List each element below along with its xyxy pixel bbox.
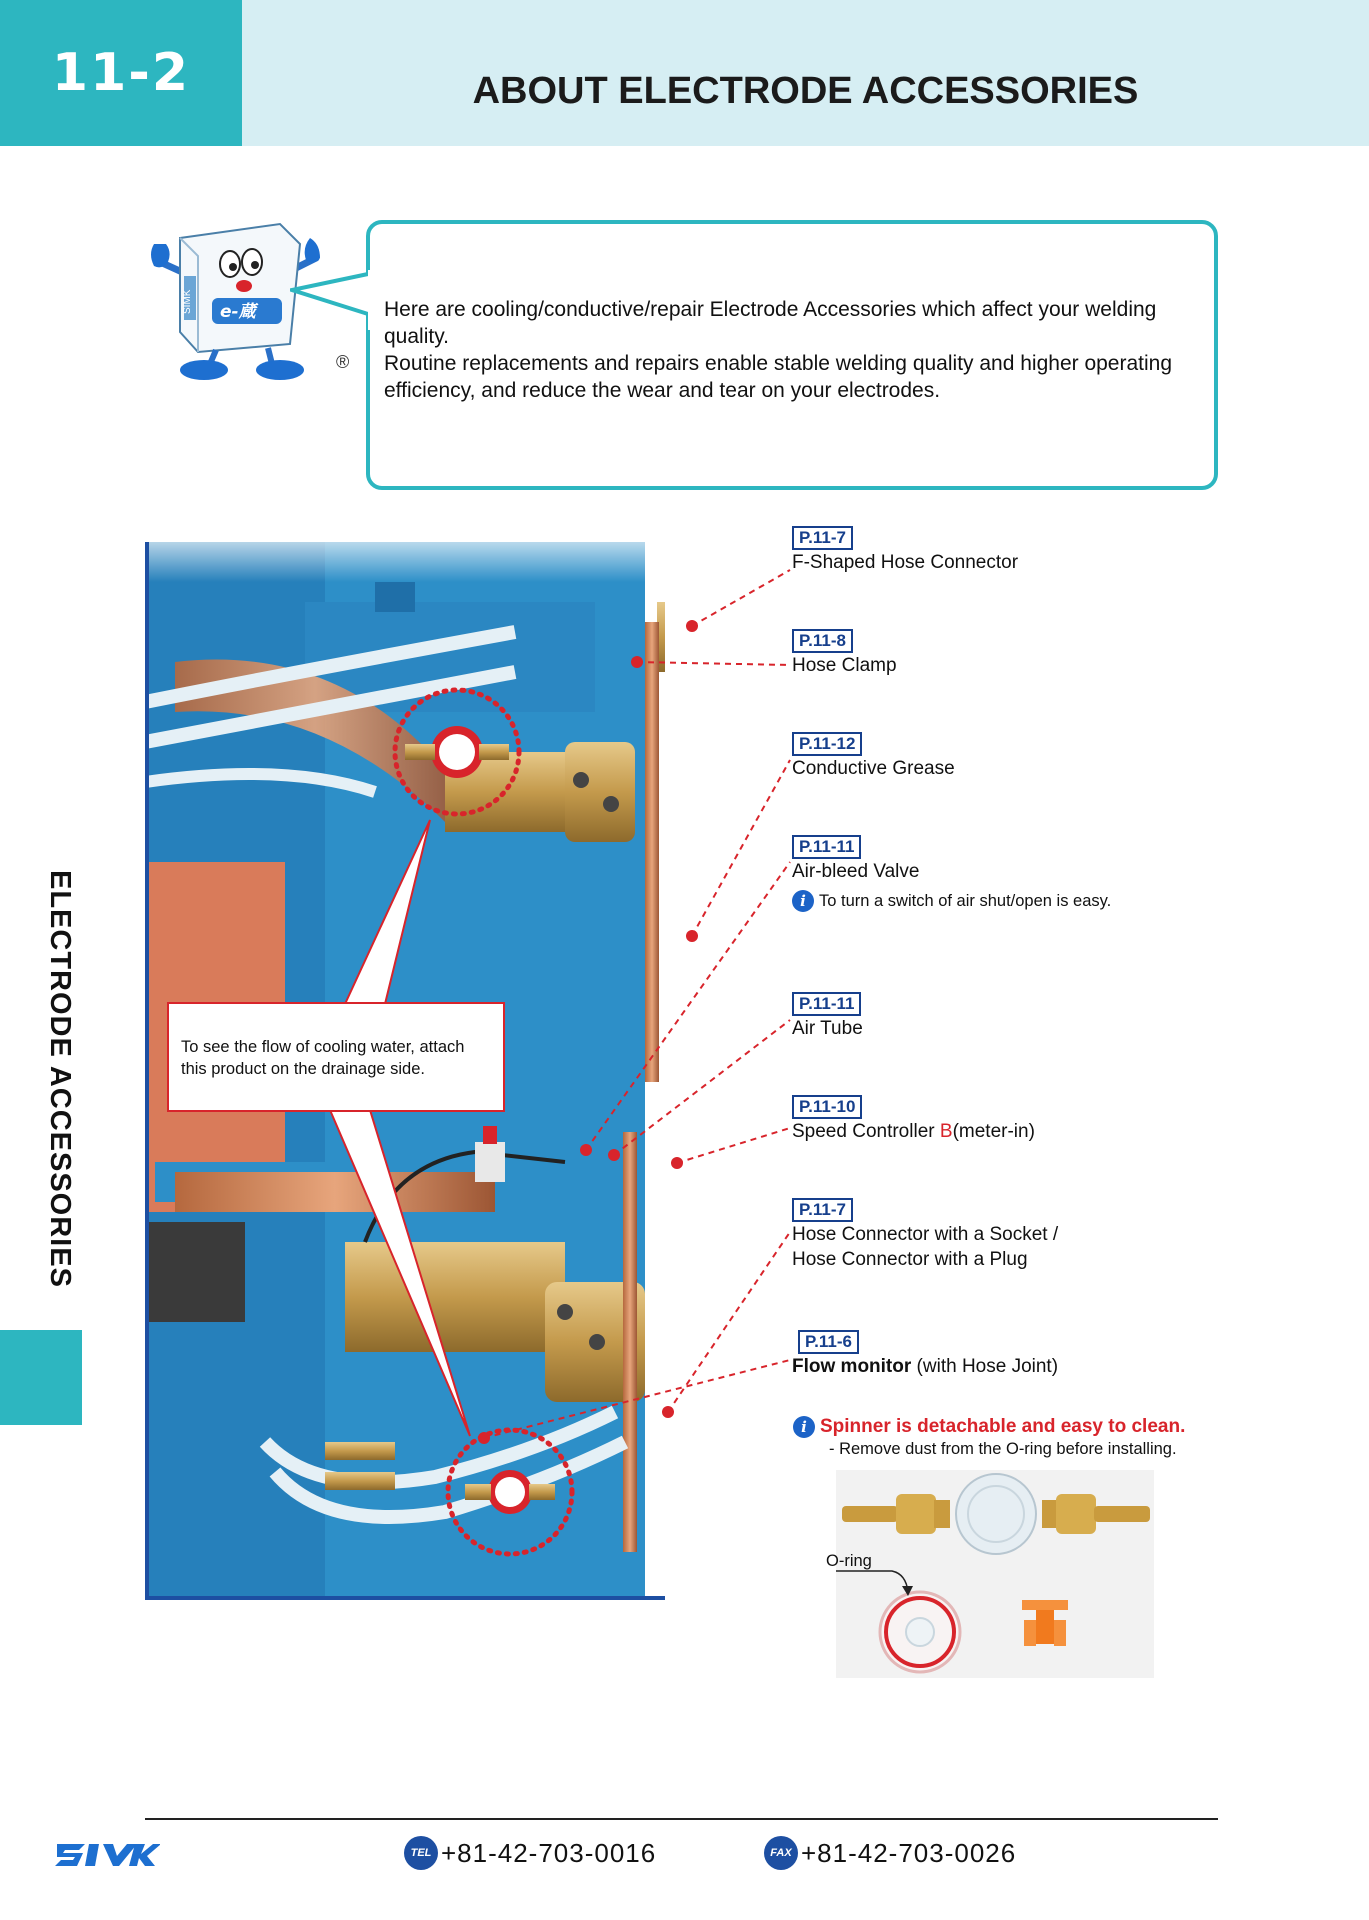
intro-paragraph: Here are cooling/conductive/repair Electrode Accessories which affect your welding quality. [384, 298, 1157, 348]
label-flow-monitor [792, 1330, 1332, 1379]
page-reference: P.11-7 [792, 526, 853, 550]
accessory-name: Hose Clamp [792, 655, 897, 676]
info-icon: i [793, 1416, 815, 1438]
fax-icon: FAX [764, 1836, 798, 1870]
accessory-name: Speed Controller B(meter-in) [792, 1121, 1035, 1142]
accessory-name: Hose Connector with a Socket / [792, 1224, 1059, 1245]
info-icon: i [792, 890, 814, 912]
intro-paragraph: Routine replacements and repairs enable stable welding quality and higher operating efficiency, and reduce the wear and tear on your electrodes. [384, 352, 1173, 402]
accessory-name: Hose Connector with a Plug [792, 1249, 1028, 1270]
tel-number: +81-42-703-0016 [441, 1837, 657, 1868]
page-reference: P.11-11 [792, 992, 861, 1016]
page-reference: P.11-11 [792, 835, 861, 859]
side-tab-marker [0, 1330, 82, 1425]
tel-icon: TEL [404, 1836, 438, 1870]
section-number: 11-2 [0, 0, 242, 146]
mascot-side-text: SIMK [182, 289, 193, 314]
label-speed-controller [792, 1095, 1332, 1144]
label-hose-connector-socket-plug [792, 1198, 1332, 1272]
accessory-note [792, 890, 1332, 912]
note-text: To turn a switch of air shut/open is easy. [819, 891, 1112, 910]
company-logo [55, 1836, 160, 1872]
page-reference: P.11-6 [798, 1330, 859, 1354]
side-tab-label: ELECTRODE ACCESSORIES [44, 870, 76, 1288]
page-reference: P.11-10 [792, 1095, 862, 1119]
accessory-name: Air-bleed Valve [792, 861, 920, 882]
label-hose-clamp [792, 629, 1332, 678]
registered-mark: ® [336, 352, 350, 372]
drainage-callout [167, 1002, 505, 1112]
accessory-name: Air Tube [792, 1018, 863, 1039]
label-conductive-grease [792, 732, 1332, 781]
mascot-brand-text: e-蔵 [220, 302, 256, 322]
label-f-shaped-hose-connector [792, 526, 1332, 575]
phone-contact [404, 1836, 656, 1870]
spinner-note [793, 1416, 1353, 1459]
oring-label: O-ring [826, 1552, 872, 1570]
page-reference: P.11-12 [792, 732, 862, 756]
page-reference: P.11-7 [792, 1198, 853, 1222]
accessory-name: F-Shaped Hose Connector [792, 552, 1019, 573]
fax-number: +81-42-703-0026 [801, 1837, 1017, 1868]
intro-text [384, 296, 1184, 404]
bubble-pointer [290, 270, 380, 330]
spinner-title: i Spinner is detachable and easy to clean. [793, 1416, 1353, 1438]
spinner-subtitle: - Remove dust from the O-ring before installing. [829, 1440, 1177, 1458]
flow-monitor-parts-photo [836, 1470, 1154, 1678]
page-title: ABOUT ELECTRODE ACCESSORIES [472, 70, 1139, 112]
callout-text: To see the flow of cooling water, attach this product on the drainage side. [181, 1038, 465, 1078]
intro-bubble [366, 220, 1218, 490]
footer-rule [145, 1818, 1218, 1820]
label-air-bleed-valve [792, 835, 1332, 912]
header-bar [242, 0, 1369, 146]
accessory-name: Conductive Grease [792, 758, 955, 779]
label-air-tube [792, 992, 1332, 1041]
accessory-name: Flow monitor (with Hose Joint) [792, 1356, 1059, 1377]
page-reference: P.11-8 [792, 629, 853, 653]
fax-contact [764, 1836, 1016, 1870]
